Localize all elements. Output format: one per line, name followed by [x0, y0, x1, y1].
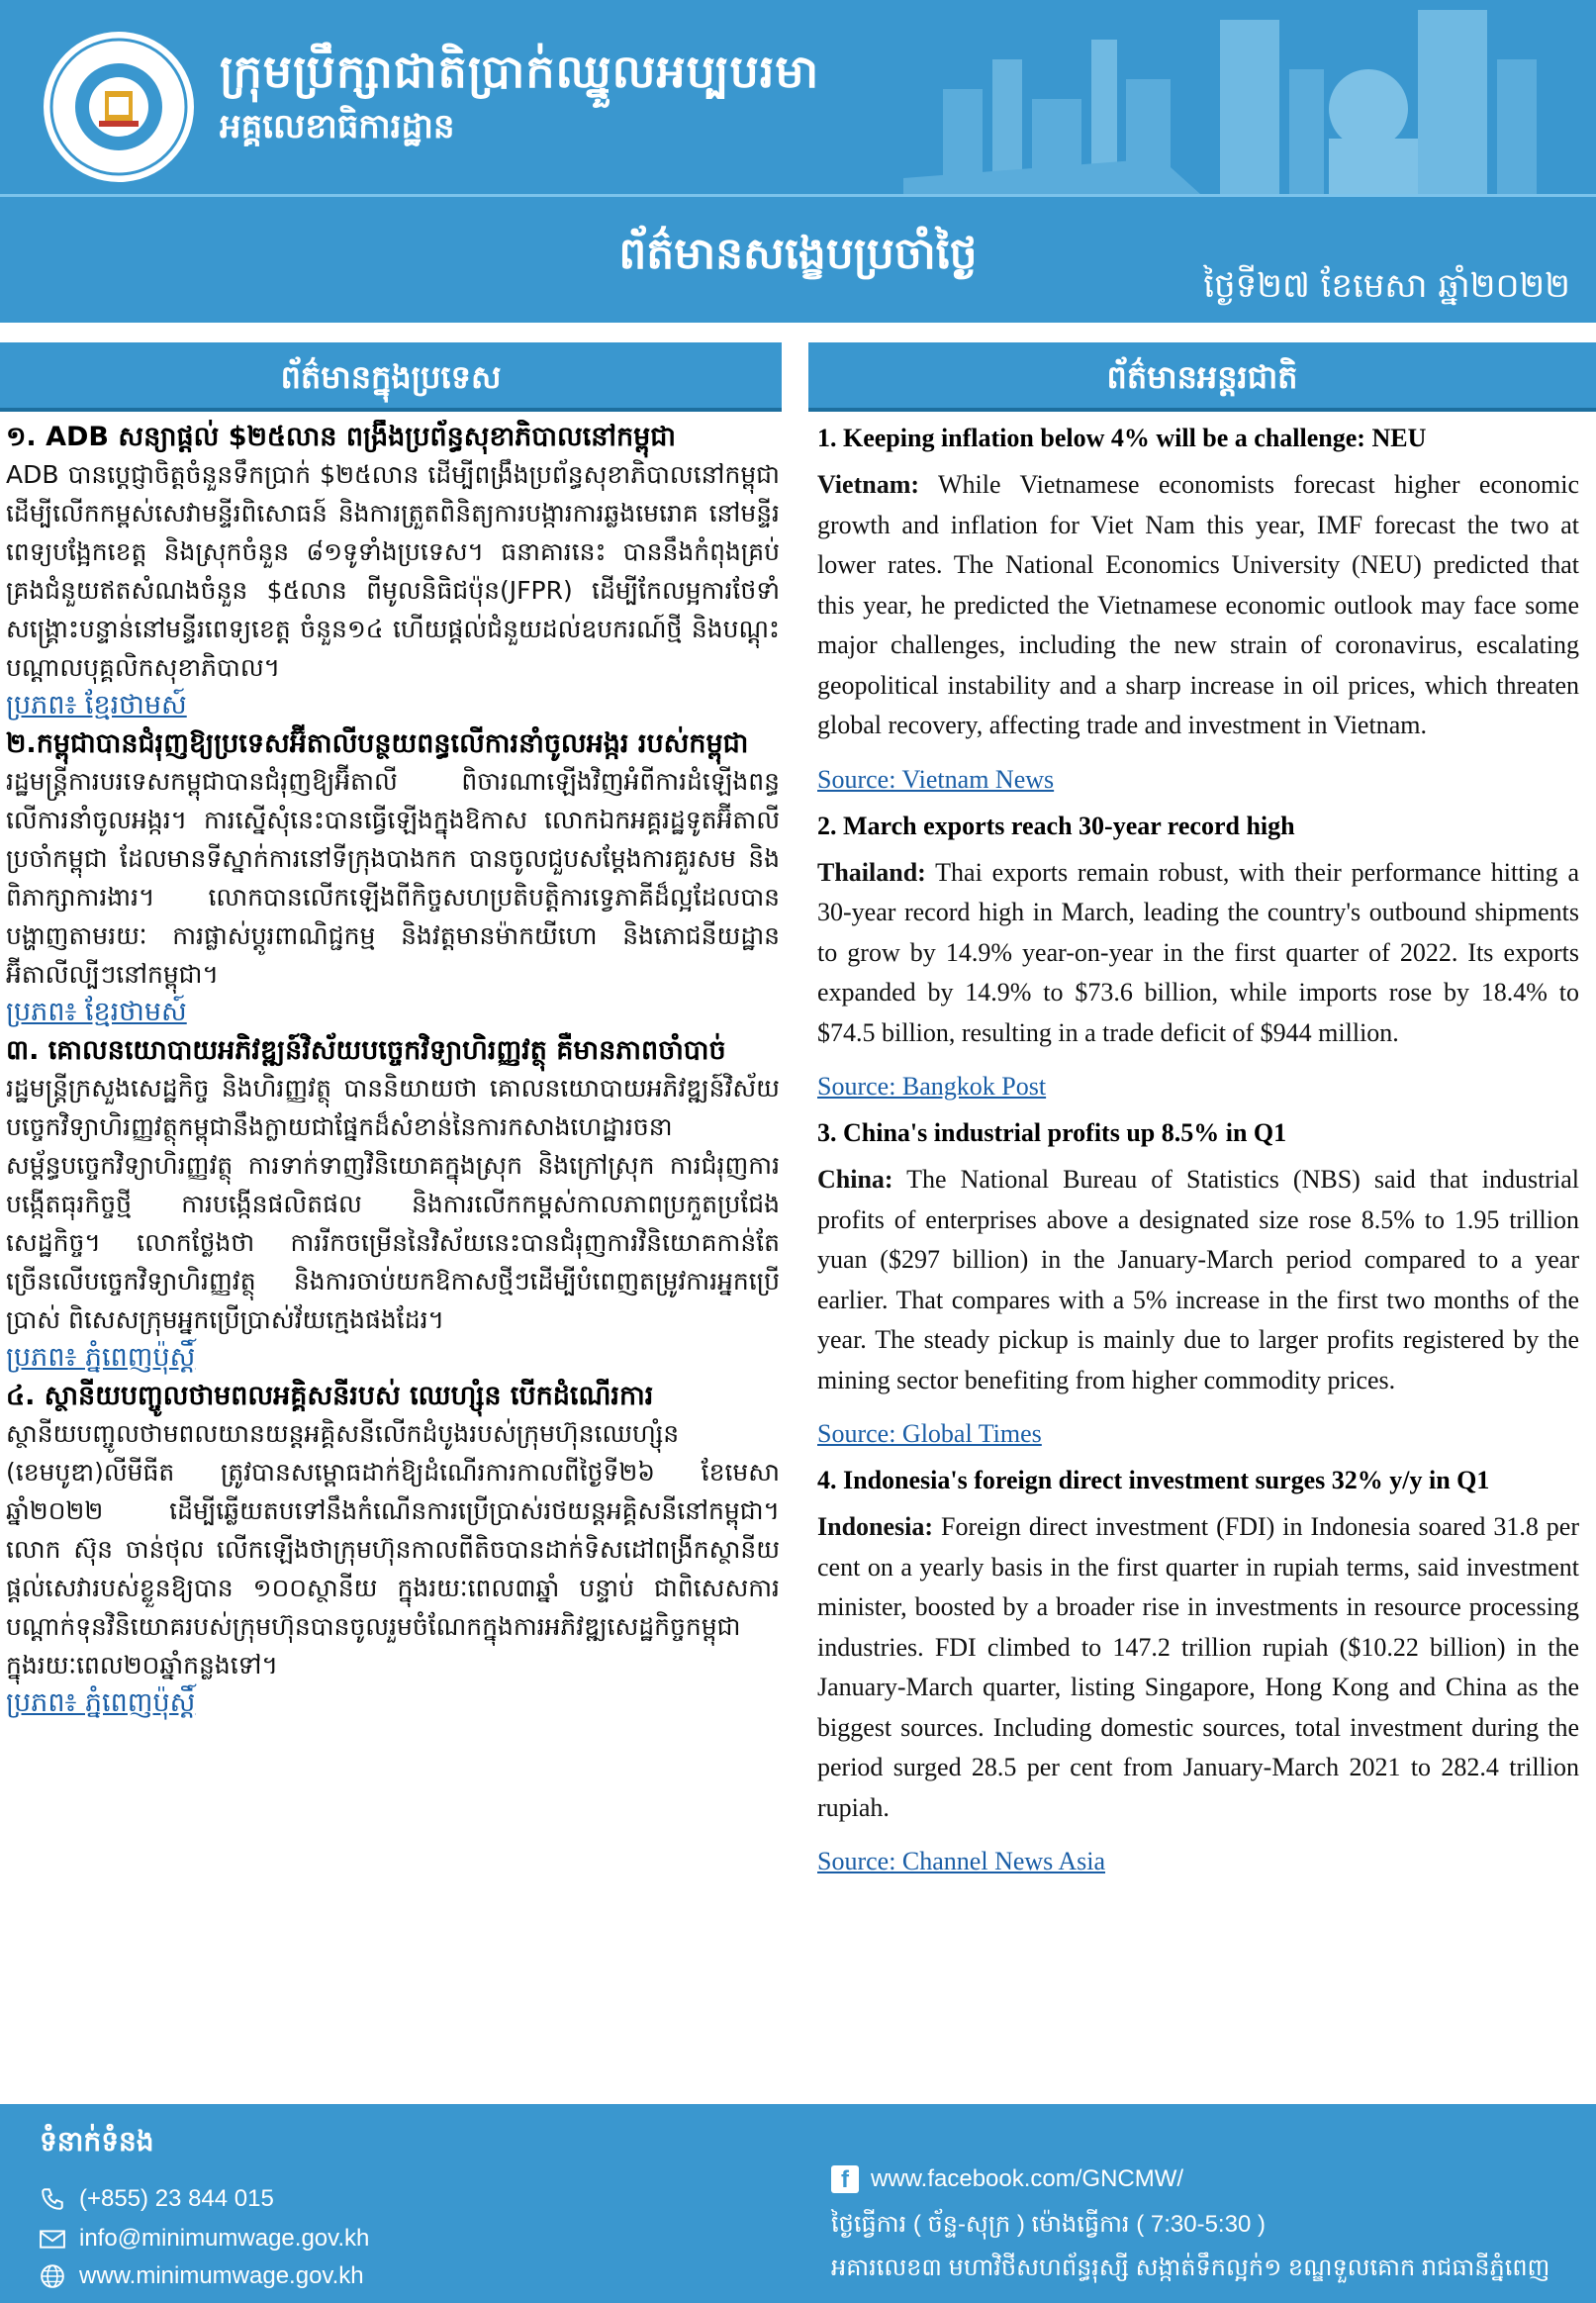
article-source-link[interactable]: Source: Global Times	[817, 1419, 1042, 1448]
bulletin-date: ថ្ងៃទី២៧ ខែមេសា ឆ្នាំ២០២២	[1203, 266, 1570, 306]
article-country: Vietnam:	[817, 470, 920, 499]
article-body	[817, 465, 1579, 746]
organization-subtitle: អគ្គលេខាធិការដ្ឋាន	[220, 107, 455, 146]
article-body	[817, 1507, 1579, 1828]
international-news-column	[817, 420, 1579, 2102]
header-banner	[0, 0, 1596, 194]
international-article	[817, 1114, 1579, 1454]
office-address: អគារលេខ៣ មហាវិថីសហព័ន្ធរុស្សី សង្កាត់ទឹកល្អក់១ ខណ្ឌទួលគោក រាជធានីភ្នំពេញ	[831, 2255, 1550, 2281]
email-icon	[40, 2228, 65, 2250]
article-title: ៤. ស្ថានីយបញ្ចូលថាមពលអគ្គិសនីរបស់ ឈេហ្សុំន បើកដំណើរការ	[6, 1381, 654, 1411]
article-body: រដ្ឋមន្ត្រីការបរទេសកម្ពុជាបានជំរុញឱ្យអ៊ីតាលី ពិចារណាឡើងវិញអំពីការដំឡើងពន្ធលើការនាំចូលអង្ករ។ ការស្នើសុំនេះបានធ្វើឡើងក្នុងឱកាស លោកឯកអគ្គរដ្ឋទូតអ៊ីតាលីប្រចាំកម្ពុជា ដែលមានទីស្នាក់ការនៅទីក្រុងបាងកក បានចូលជួបសម្តែងការគួរសម និងពិភាក្សាការងារ។ លោកបានលើកឡើងពីកិច្ចសហប្រតិបត្តិការទ្វេភាគីដ៏ល្អដែលបានបង្ហាញតាមរយៈ ការផ្លាស់ប្តូរពាណិជ្ជកម្ម និងវត្តមានម៉ាកយីហោ និងភោជនីយដ្ឋានអ៊ីតាលីល្បីៗនៅកម្ពុជា។	[6, 767, 780, 989]
article-source-link[interactable]: ប្រភព៖ ភ្នំពេញប៉ុស្តិ៍	[6, 1687, 196, 1718]
article-body	[817, 853, 1579, 1054]
domestic-article	[6, 1379, 780, 1722]
footer	[0, 2104, 1596, 2303]
email-address: info@minimumwage.gov.kh	[79, 2225, 370, 2252]
article-country: Thailand:	[817, 857, 926, 887]
phone-row[interactable]	[40, 2185, 274, 2213]
organization-logo	[42, 30, 196, 184]
organization-name: ក្រុមប្រឹក្សាជាតិប្រាក់ឈ្នួលអប្បបរមា	[220, 45, 820, 98]
article-title: 4. Indonesia's foreign direct investment surges 32% y/y in Q1	[817, 1466, 1490, 1494]
phone-icon	[40, 2186, 65, 2212]
article-title: ២.កម្ពុជាបានជំរុញឱ្យប្រទេសអ៊ីតាលីបន្ថយពន្ធលើការនាំចូលអង្ករ របស់កម្ពុជា	[6, 728, 749, 759]
contact-title: ទំនាក់ទំនង	[40, 2126, 154, 2157]
article-country: Indonesia:	[817, 1512, 934, 1541]
website-url: www.minimumwage.gov.kh	[79, 2262, 364, 2289]
international-article	[817, 420, 1579, 800]
article-text: Foreign direct investment (FDI) in Indonesia soared 31.8 per cent on a yearly basis in the first quarter in rupiah terms, said investment minister, boosted by a broader rise in investments in resource processing industries. FDI climbed to 147.2 trillion rupiah ($10.22 billion) in the January-March quarter, listing Singapore, Hong Kong and China as the biggest sources. Including domestic sources, total investment during the period surged 28.5 per cent from January-March 2021 to 282.4 trillion rupiah.	[817, 1512, 1579, 1822]
phone-number: (+855) 23 844 015	[79, 2185, 274, 2212]
article-source-link[interactable]: Source: Bangkok Post	[817, 1072, 1047, 1101]
article-title: ១. ADB សន្យាផ្តល់ $២៥លាន ពង្រឹងប្រព័ន្ធសុខាភិបាលនៅកម្ពុជា	[6, 422, 676, 452]
city-skyline-illustration	[903, 0, 1596, 194]
domestic-article	[6, 726, 780, 1031]
article-body: ADB បានប្តេជ្ញាចិត្តចំនួនទឹកប្រាក់ $២៥លាន ដើម្បីពង្រឹងប្រព័ន្ធសុខាភិបាលនៅកម្ពុជា ដើម្បីលើកកម្ពស់សេវាមន្ទីរពិសោធន៍ និងការត្រួតពិនិត្យការបង្ការការឆ្លងមេរោគ នៅមន្ទីរពេទ្យបង្អែកខេត្ត និងស្រុកចំនួន ៨១ទូទាំងប្រទេស។ ធនាគារនេះ បាននឹងកំពុងគ្រប់គ្រងជំនួយឥតសំណងចំនួន $៥លាន ពីមូលនិធិជប៉ុន(JFPR) ដើម្បីកែលម្អការថែទាំសង្គ្រោះបន្ទាន់នៅមន្ទីរពេទ្យខេត្ត ចំនួន១៤ ហើយផ្តល់ជំនួយដល់ឧបករណ៍ថ្មី និងបណ្តុះបណ្តាលបុគ្គលិកសុខាភិបាល។	[6, 460, 780, 682]
globe-icon	[40, 2263, 65, 2289]
article-title: 3. China's industrial profits up 8.5% in Q1	[817, 1118, 1287, 1147]
article-source-link[interactable]: ប្រភព៖ ខ្មែរថាមស៍	[6, 690, 187, 720]
article-text: While Vietnamese economists forecast higher economic growth and inflation for Viet Nam this year, IMF forecast the two at lower rates. The National Economics University (NEU) predicted that this year, he predicted the Vietnamese economic outlook may face some major challenges, including the new strain of coronavirus, escalating geopolitical instability and a sharp increase in oil prices, which threaten global recovery, affecting trade and investment in Vietnam.	[817, 470, 1579, 739]
domestic-news-heading: ព័ត៌មានក្នុងប្រទេស	[0, 342, 782, 412]
international-news-heading: ព័ត៌មានអន្តរជាតិ	[808, 342, 1596, 412]
bulletin-band	[0, 194, 1596, 323]
domestic-news-column	[6, 420, 780, 2102]
article-text: The National Bureau of Statistics (NBS) said that industrial profits of enterprises above a designated size rose 8.5% to 1.95 trillion yuan ($297 billion) in the January-March period compared to a year earlier. That compares with a 5% increase in the first two months of the year. The steady pickup is mainly due to larger profits registered by the mining sector benefiting from higher commodity prices.	[817, 1165, 1579, 1394]
article-title: ៣. គោលនយោបាយអភិវឌ្ឍន៍វិស័យបច្ចេកវិទ្យាហិរញ្ញវត្ថុ គឺមានភាពចាំបាច់	[6, 1035, 726, 1066]
article-source-link[interactable]: ប្រភព៖ ខ្មែរថាមស៍	[6, 997, 187, 1027]
article-body	[817, 1160, 1579, 1400]
bulletin-title: ព័ត៌មានសង្ខេបប្រចាំថ្ងៃ	[618, 229, 978, 279]
article-body: ស្ថានីយបញ្ចូលថាមពលយានយន្តអគ្គិសនីលើកដំបូងរបស់ក្រុមហ៊ុនឈេហ្សុំន (ខេមបូឌា)លីមីធីត ត្រូវបានសម្ពោធដាក់ឱ្យដំណើរការកាលពីថ្ងៃទី២៦ ខែមេសា ឆ្នាំ២០២២ ដើម្បីឆ្លើយតបទៅនឹងកំណើនការប្រើប្រាស់រថយន្តអគ្គិសនីនៅកម្ពុជា។ លោក ស៊ុន ចាន់ថុល លើកឡើងថាក្រុមហ៊ុនកាលពីតិចបានដាក់ទិសដៅពង្រីកស្ថានីយផ្តល់សេវារបស់ខ្លួនឱ្យបាន ១០០ស្ថានីយ ក្នុងរយៈពេល៣ឆ្នាំ បន្ទាប់ ជាពិសេសការបណ្តាក់ទុនវិនិយោគរបស់ក្រុមហ៊ុនបានចូលរួមចំណែកក្នុងការអភិវឌ្ឍសេដ្ឋកិច្ចកម្ពុជា ក្នុងរយៈពេល២០ឆ្នាំកន្លងទៅ។	[6, 1419, 780, 1679]
article-source-link[interactable]: Source: Vietnam News	[817, 764, 1055, 794]
website-row[interactable]	[40, 2262, 364, 2290]
article-body: រដ្ឋមន្ត្រីក្រសួងសេដ្ឋកិច្ច និងហិរញ្ញវត្ថុ បាននិយាយថា គោលនយោបាយអភិវឌ្ឍន៍វិស័យបច្ចេកវិទ្យាហិរញ្ញវត្ថុកម្ពុជានឹងក្លាយជាផ្នែកដ៏សំខាន់នៃការកសាងហេដ្ឋារចនាសម្ព័ន្ធបច្ចេកវិទ្យាហិរញ្ញវត្ថុ ការទាក់ទាញវិនិយោគក្នុងស្រុក និងក្រៅស្រុក ការជំរុញការបង្កើតធុរកិច្ចថ្មី ការបង្កើនផលិតផល និងការលើកកម្ពស់កាលភាពប្រកួតប្រជែងសេដ្ឋកិច្ច។ លោកថ្លែងថា ការរីកចម្រើននៃវិស័យនេះបានជំរុញការវិនិយោគកាន់តែច្រើនលើបច្ចេកវិទ្យាហិរញ្ញវត្ថុ និងការចាប់យកឱកាសថ្មីៗដើម្បីបំពេញតម្រូវការអ្នកប្រើប្រាស់ ពិសេសក្រុមអ្នកប្រើប្រាស់វ័យក្មេងផងដែរ។	[6, 1074, 780, 1334]
facebook-url: www.facebook.com/GNCMW/	[871, 2165, 1184, 2192]
working-hours: ថ្ងៃធ្វើការ ( ច័ន្ទ-សុក្រ ) ម៉ោងធ្វើការ ( 7:30-5:30 )	[831, 2211, 1266, 2238]
article-text: Thai exports remain robust, with their performance hitting a 30-year record high in March, leading the country's outbound shipments to grow by 14.9% year-on-year in the first quarter of 2022. Its exports expanded by 14.9% to $73.6 billion, while imports rose by 18.4% to $74.5 billion, resulting in a trade deficit of $944 million.	[817, 857, 1579, 1047]
facebook-row[interactable]	[831, 2165, 1183, 2193]
international-article	[817, 1462, 1579, 1881]
article-title: 1. Keeping inflation below 4% will be a challenge: NEU	[817, 424, 1427, 452]
domestic-article	[6, 1033, 780, 1377]
article-country: China:	[817, 1165, 893, 1194]
domestic-article	[6, 420, 780, 724]
article-source-link[interactable]: Source: Channel News Asia	[817, 1847, 1106, 1875]
article-source-link[interactable]: ប្រភព៖ ភ្នំពេញប៉ុស្តិ៍	[6, 1342, 196, 1373]
international-article	[817, 808, 1579, 1107]
facebook-icon: f	[831, 2165, 859, 2193]
email-row[interactable]	[40, 2225, 369, 2253]
article-title: 2. March exports reach 30-year record high	[817, 811, 1295, 840]
